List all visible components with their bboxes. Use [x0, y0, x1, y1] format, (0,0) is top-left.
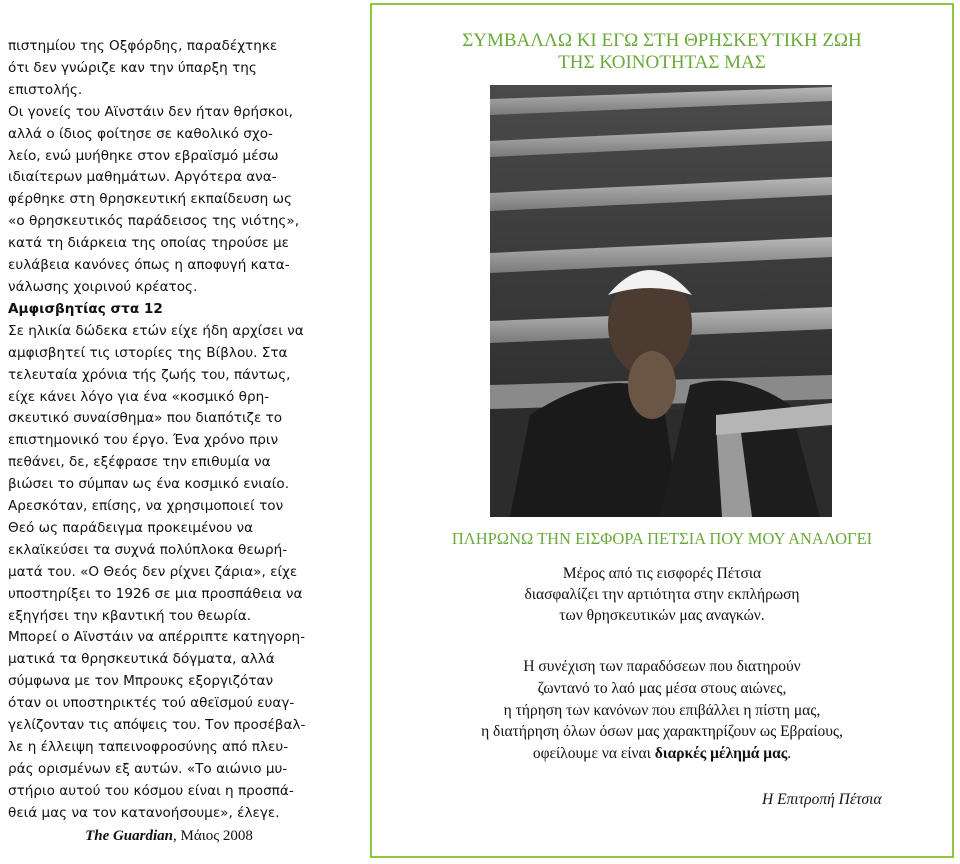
section-heading: Αμφισβητίας στα 12: [8, 300, 163, 317]
contribution-panel: [370, 3, 954, 858]
article-line: στήριο αυτού του κόσμου είναι η προσπά-: [8, 782, 294, 799]
tradition-text: [372, 656, 952, 765]
article-line: αμφισβητεί τις ιστορίες της Βίβλου. Στα: [8, 344, 288, 361]
panel-title: [372, 30, 952, 74]
panel-title-line-1: ΣΥΜΒΑΛΛΩ ΚΙ ΕΓΩ ΣΤΗ ΘΡΗΣΚΕΥΤΙΚΗ ΖΩΗ: [462, 30, 862, 51]
article-line: λείο, ενώ μυήθηκε στον εβραϊσμό μέσω: [8, 147, 279, 164]
contribution-purpose-text: [372, 563, 952, 626]
article-line: εξηγήσει την κβαντική του θεωρία.: [8, 607, 252, 624]
article-line: είχε κάνει λόγο για ένα «κοσμικό θρη-: [8, 388, 270, 405]
article-line: Σε ηλικία δώδεκα ετών είχε ήδη αρχίσει να: [8, 322, 304, 339]
article-line: Μπορεί ο Αϊνστάιν να απέρριπτε κατηγορη-: [8, 629, 306, 646]
article-line: γελίζονταν τις απόψεις του. Τον προσέβαλ-: [8, 717, 306, 734]
text-prefix: οφείλουμε να είναι: [532, 745, 655, 763]
article-line: Αρεσκόταν, επίσης, να χρησιμοποιεί τον: [8, 498, 284, 515]
article-line: ότι δεν γνώριζε καν την ύπαρξη της: [8, 59, 257, 76]
emphasis-text: διαρκές μέλημά μας: [654, 745, 788, 763]
text-line: Μέρος από τις εισφορές Πέτσια: [562, 565, 762, 582]
article-line: εκλαϊκεύσει τα συχνά πολύπλοκα θεωρή-: [8, 541, 288, 558]
text-line: Η συνέχιση των παραδόσεων που διατηρούν: [523, 658, 801, 675]
panel-title-line-2: ΤΗΣ ΚΟΙΝΟΤΗΤΑΣ ΜΑΣ: [558, 52, 766, 73]
article-line: πεθάνει, δε, εξέφρασε την επιθυμία να: [8, 454, 271, 471]
article-line: νάλωσης χοιρινού κρέατος.: [8, 278, 198, 295]
praying-man-illustration: [490, 85, 832, 517]
text-line: η διατήρηση όλων όσων μας χαρακτηρίζουν ως Εβραίους,: [481, 723, 843, 741]
article-line: πιστημίου της Οξφόρδης, παραδέχτηκε: [8, 38, 278, 54]
article-line: «ο θρησκευτικός παράδεισος της νιότης»,: [8, 213, 300, 230]
praying-man-photo: [490, 85, 832, 517]
text-line: των θρησκευτικών μας αναγκών.: [559, 607, 765, 624]
article-line: ματά του. «Ο Θεός δεν ρίχνει ζάρια», είχε: [8, 563, 298, 580]
article-line: ευλάβεια κανόνες όπως η αποφυγή κατα-: [8, 257, 290, 274]
committee-signature: Η Επιτροπή Πέτσια: [762, 791, 882, 808]
text-line: η τήρηση των κανόνων που επιβάλλει η πίστη μας,: [503, 701, 821, 719]
article-line: αλλά ο ίδιος φοίτησε σε καθολικό σχο-: [8, 125, 273, 142]
article-line: επιστολής.: [8, 81, 83, 98]
text-line: [372, 743, 952, 765]
article-line: σκευτικό συναίσθημα» που διαπότιζε το: [8, 410, 283, 427]
article-body-part-2: [8, 321, 330, 825]
article-line: Θεό ως παράδειγμα προκειμένου να: [8, 519, 254, 536]
article-line: φέρθηκε στη θρησκευτική εκπαίδευση ως: [8, 191, 292, 208]
article-line: όταν οι υποστηρικτές τού αθεϊσμού ευαγ-: [8, 695, 295, 712]
source-name: The Guardian: [85, 827, 173, 844]
source-date: , Μάιος 2008: [173, 827, 253, 844]
article-line: ράς ορισμένων εξ αυτών. «Το αιώνιο μυ-: [8, 760, 288, 777]
article-line: θειά μας να τον κατανοήσουμε», έλεγε.: [8, 804, 280, 821]
article-line: ιδιαίτερων μαθημάτων. Αργότερα ανα-: [8, 169, 277, 186]
text-line: ζωντανό το λαό μας μέσα στους αιώνες,: [537, 679, 787, 697]
article-source: [8, 826, 330, 848]
article-line: τελευταία χρόνια τής ζωής του, πάντως,: [8, 366, 291, 383]
article-line: ματικά τα θρησκευτικά δόγματα, αλλά: [8, 651, 275, 668]
article-line: λε η έλλειψη ταπεινοφροσύνης από πλευ-: [8, 739, 289, 755]
article-line: Οι γονείς του Αϊνστάιν δεν ήταν θρήσκοι,: [8, 103, 293, 120]
article-line: βιώσει το σύμπαν ως ένα κοσμικό ενιαίο.: [8, 476, 290, 493]
article-line: κατά τη διάρκεια της οποίας τηρούσε με: [8, 235, 289, 252]
article-column: [8, 36, 330, 848]
pledge-title: ΠΛΗΡΩΝΩ ΤΗΝ ΕΙΣΦΟΡΑ ΠΕΤΣΙΑ ΠΟΥ ΜΟΥ ΑΝΑΛΟΓΕΙ: [451, 529, 873, 548]
article-line: σύμφωνα με τον Μπρουκς εξοργιζόταν: [8, 673, 274, 690]
article-line: επιστημονικό του έργο. Ένα χρόνο πριν: [8, 432, 279, 449]
text-line: διασφαλίζει την αρτιότητα στην εκπλήρωση: [524, 586, 800, 603]
text-suffix: .: [787, 745, 792, 763]
article-body-part-1: [8, 36, 330, 299]
article-line: υποστηρίξει το 1926 σε μια προσπάθεια να: [8, 585, 303, 602]
